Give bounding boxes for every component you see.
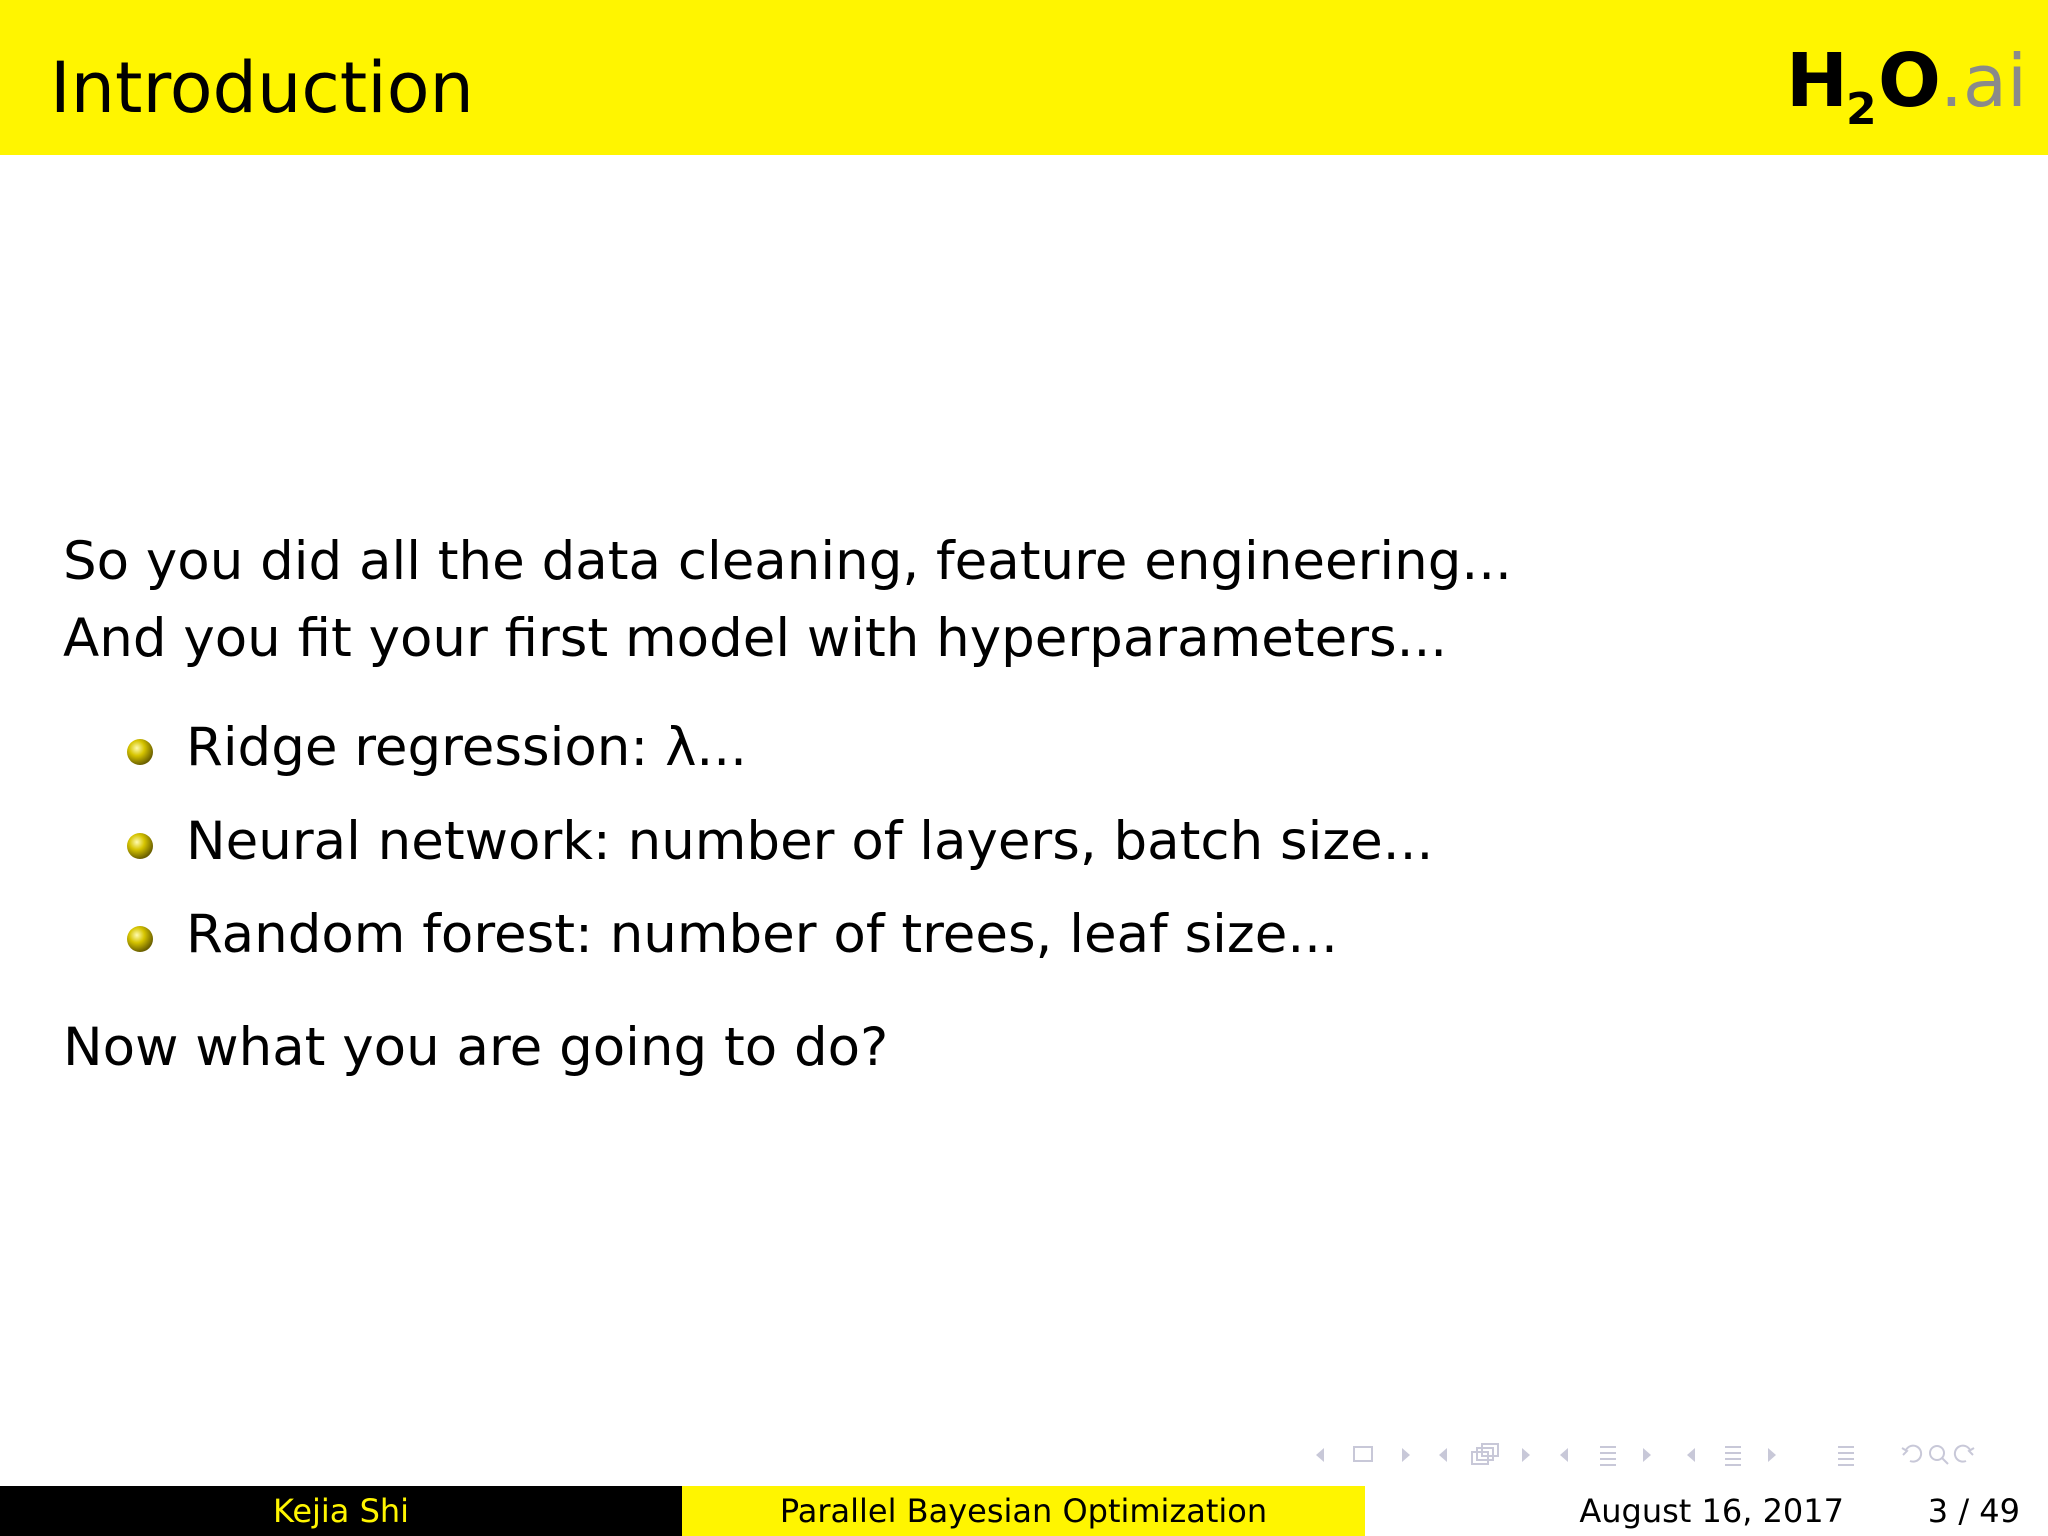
prev-slide-arrow-icon[interactable] <box>1316 1448 1324 1462</box>
next-frame-arrow-icon[interactable] <box>1522 1448 1530 1462</box>
slide-footer <box>0 1486 2048 1536</box>
outline-icon[interactable] <box>1838 1447 1854 1465</box>
slide-frame-icon[interactable] <box>1354 1447 1372 1461</box>
bullet-ridge-regression: Ridge regression: λ... <box>186 717 747 778</box>
closing-question: Now what you are going to do? <box>63 1017 889 1078</box>
prev-subsection-arrow-icon[interactable] <box>1560 1448 1568 1462</box>
footer-author: Kejia Shi <box>0 1486 682 1536</box>
h2o-ai-logo <box>1780 32 2030 132</box>
footer-date: August 16, 2017 <box>1579 1492 1844 1530</box>
next-subsection-arrow-icon[interactable] <box>1643 1448 1651 1462</box>
next-slide-arrow-icon[interactable] <box>1402 1448 1410 1462</box>
bullet-ball-icon <box>126 832 154 860</box>
footer-talk-title: Parallel Bayesian Optimization <box>682 1486 1365 1536</box>
subsection-icon[interactable] <box>1600 1447 1616 1465</box>
next-section-arrow-icon[interactable] <box>1768 1448 1776 1462</box>
svg-text:O: O <box>1878 38 1941 124</box>
footer-date-page <box>1365 1486 2048 1536</box>
svg-text:H: H <box>1786 38 1848 124</box>
bullet-neural-network: Neural network: number of layers, batch size... <box>186 811 1434 872</box>
svg-text:.ai: .ai <box>1940 39 2028 123</box>
bullet-item <box>0 808 1600 878</box>
frame-stack-icon[interactable] <box>1472 1444 1498 1464</box>
bullet-ball-icon <box>126 738 154 766</box>
intro-line-1: So you did all the data cleaning, feature engineering... <box>63 531 1512 592</box>
section-icon[interactable] <box>1725 1447 1741 1465</box>
back-icon[interactable] <box>1902 1446 1921 1462</box>
svg-text:2: 2 <box>1846 84 1877 132</box>
prev-frame-arrow-icon[interactable] <box>1439 1448 1447 1462</box>
intro-line-2: And you fit your first model with hyperparameters... <box>63 608 1448 669</box>
page-number: 3 / 49 <box>1927 1492 2020 1530</box>
navigation-bar <box>1310 1440 2030 1470</box>
bullet-item <box>0 714 1600 784</box>
bullet-item <box>0 901 1600 971</box>
slide-title: Introduction <box>50 47 474 129</box>
search-icon[interactable] <box>1930 1446 1948 1464</box>
bullet-random-forest: Random forest: number of trees, leaf size... <box>186 904 1338 965</box>
bullet-ball-icon <box>126 925 154 953</box>
slide-header <box>0 0 2048 155</box>
prev-section-arrow-icon[interactable] <box>1687 1448 1695 1462</box>
forward-icon[interactable] <box>1955 1446 1974 1462</box>
